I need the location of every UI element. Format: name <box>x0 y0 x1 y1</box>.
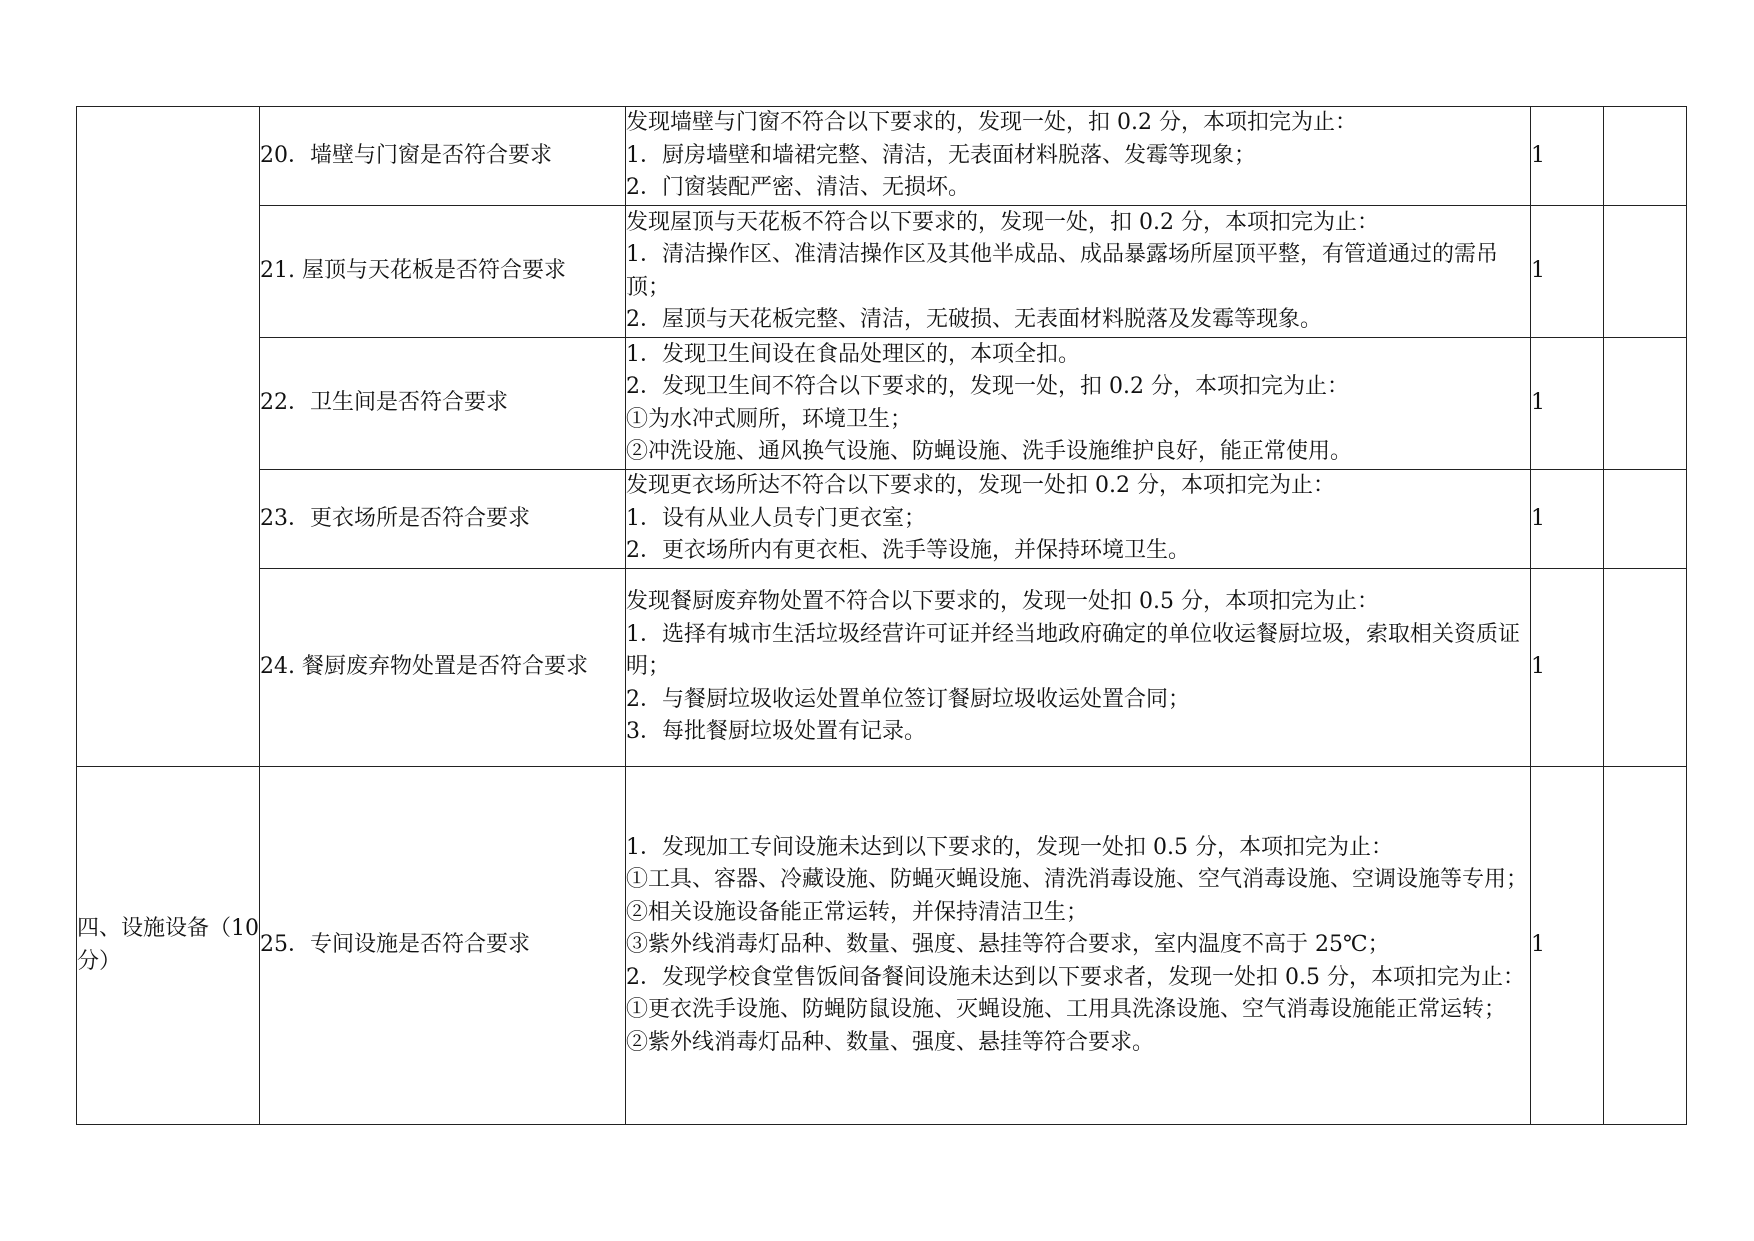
criteria-cell <box>626 206 1531 338</box>
criteria-line: 2．发现学校食堂售饭间备餐间设施未达到以下要求者，发现一处扣 0.5 分，本项扣完为止： <box>626 964 1525 990</box>
table-row <box>77 569 1687 767</box>
table-row <box>77 470 1687 569</box>
score-cell: 1 <box>1531 107 1604 206</box>
criteria-line: ①为水冲式厕所，环境卫生； <box>626 406 913 432</box>
item-cell: 20．墙壁与门窗是否符合要求 <box>260 107 626 206</box>
criteria-line: ①工具、容器、冷藏设施、防蝇灭蝇设施、清洗消毒设施、空气消毒设施、空调设施等专用； <box>626 867 1529 893</box>
blank-cell <box>1604 569 1687 767</box>
blank-cell <box>1604 338 1687 470</box>
table-row <box>77 107 1687 206</box>
criteria-line: 1．厨房墙壁和墙裙完整、清洁，无表面材料脱落、发霉等现象； <box>626 142 1256 168</box>
item-cell: 23．更衣场所是否符合要求 <box>260 470 626 569</box>
score-cell: 1 <box>1531 206 1604 338</box>
criteria-line: 2．发现卫生间不符合以下要求的，发现一处，扣 0.2 分，本项扣完为止： <box>626 374 1349 399</box>
blank-cell <box>1604 206 1687 338</box>
criteria-cell <box>626 470 1531 569</box>
item-cell: 25．专间设施是否符合要求 <box>260 767 626 1125</box>
criteria-line: 1．选择有城市生活垃圾经营许可证并经当地政府确定的单位收运餐厨垃圾，索取相关资质证明； <box>626 621 1521 680</box>
item-cell: 24. 餐厨废弃物处置是否符合要求 <box>260 569 626 767</box>
table-row <box>77 338 1687 470</box>
blank-cell <box>1604 107 1687 206</box>
table-row <box>77 206 1687 338</box>
criteria-line: 1．发现卫生间设在食品处理区的，本项全扣。 <box>626 341 1080 367</box>
criteria-line: 2．门窗装配严密、清洁、无损坏。 <box>626 175 970 201</box>
category-cell <box>77 107 260 767</box>
criteria-line: ②紫外线消毒灯品种、数量、强度、悬挂等符合要求。 <box>626 1029 1155 1055</box>
item-cell: 21. 屋顶与天花板是否符合要求 <box>260 206 626 338</box>
item-cell: 22．卫生间是否符合要求 <box>260 338 626 470</box>
criteria-line: 2．屋顶与天花板完整、清洁，无破损、无表面材料脱落及发霉等现象。 <box>626 307 1322 332</box>
score-cell: 1 <box>1531 569 1604 767</box>
criteria-line: 2．更衣场所内有更衣柜、洗手等设施，并保持环境卫生。 <box>626 538 1190 564</box>
criteria-line: 发现墙壁与门窗不符合以下要求的，发现一处，扣 0.2 分，本项扣完为止： <box>626 110 1357 136</box>
criteria-line: ②相关设施设备能正常运转，并保持清洁卫生； <box>626 899 1089 925</box>
criteria-line: 发现餐厨废弃物处置不符合以下要求的，发现一处扣 0.5 分，本项扣完为止： <box>626 589 1379 615</box>
criteria-cell <box>626 767 1531 1125</box>
criteria-line: 发现更衣场所达不符合以下要求的，发现一处扣 0.2 分，本项扣完为止： <box>626 473 1335 499</box>
criteria-line: ②冲洗设施、通风换气设施、防蝇设施、洗手设施维护良好，能正常使用。 <box>626 439 1353 464</box>
criteria-cell <box>626 569 1531 767</box>
inspection-table <box>76 106 1687 1125</box>
criteria-line: 发现屋顶与天花板不符合以下要求的，发现一处，扣 0.2 分，本项扣完为止： <box>626 209 1379 235</box>
blank-cell <box>1604 767 1687 1125</box>
table-row <box>77 767 1687 1125</box>
blank-cell <box>1604 470 1687 569</box>
score-cell: 1 <box>1531 470 1604 569</box>
criteria-line: 2．与餐厨垃圾收运处置单位签订餐厨垃圾收运处置合同； <box>626 686 1190 712</box>
criteria-cell <box>626 107 1531 206</box>
criteria-line: 3．每批餐厨垃圾处置有记录。 <box>626 719 926 745</box>
criteria-line: 1．设有从业人员专门更衣室； <box>626 505 926 531</box>
category-cell: 四、设施设备（10 分） <box>77 767 260 1125</box>
criteria-line: ①更衣洗手设施、防蝇防鼠设施、灭蝇设施、工用具洗涤设施、空气消毒设施能正常运转； <box>626 997 1507 1023</box>
criteria-line: 1．清洁操作区、准清洁操作区及其他半成品、成品暴露场所屋顶平整，有管道通过的需吊顶； <box>626 242 1499 300</box>
criteria-cell <box>626 338 1531 470</box>
score-cell: 1 <box>1531 338 1604 470</box>
criteria-line: ③紫外线消毒灯品种、数量、强度、悬挂等符合要求，室内温度不高于 25℃； <box>626 932 1390 958</box>
criteria-line: 1．发现加工专间设施未达到以下要求的，发现一处扣 0.5 分，本项扣完为止： <box>626 834 1393 860</box>
score-cell: 1 <box>1531 767 1604 1125</box>
